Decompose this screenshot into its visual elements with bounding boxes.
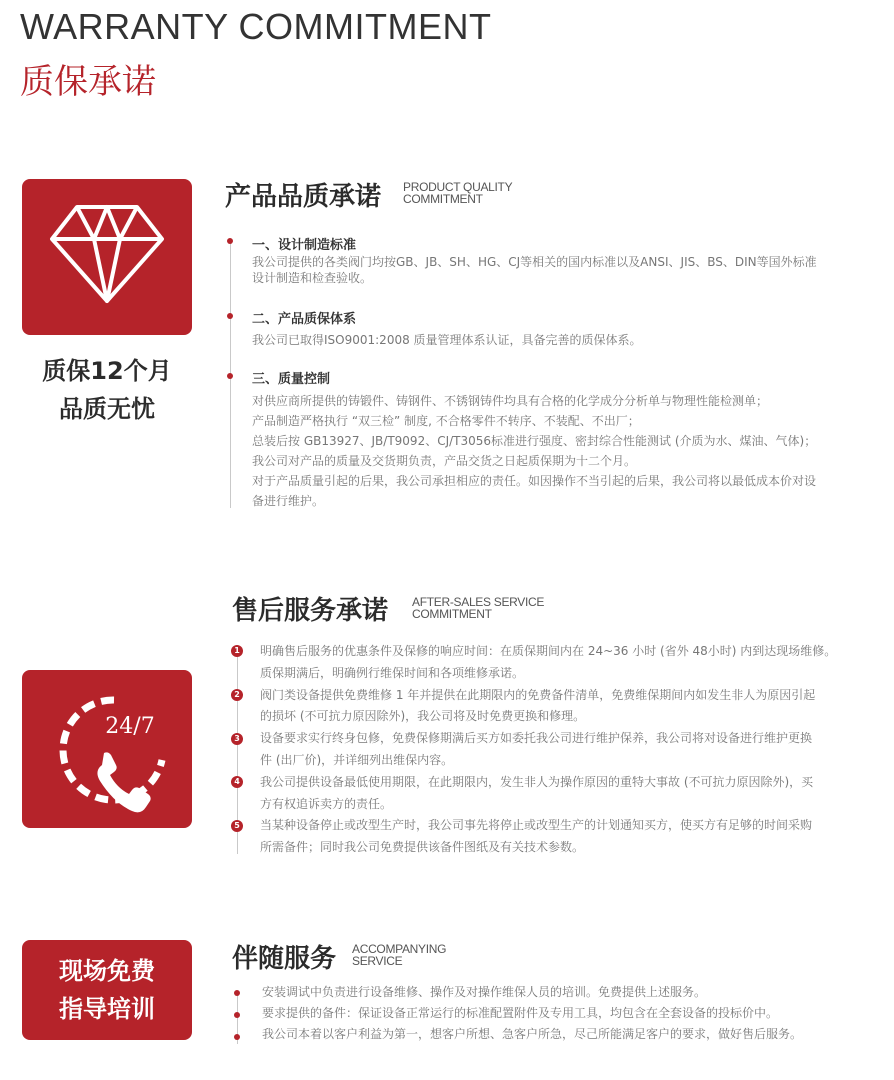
text-line: 设计制造和检查验收。 <box>252 271 373 285</box>
badge-line: 品质无忧 <box>59 395 155 423</box>
service-badge-box <box>22 670 192 828</box>
number-badge: 4 <box>231 776 243 788</box>
text-line: 的损坏 (不可抗力原因除外)，我公司将及时免费更换和修理。 <box>260 709 586 724</box>
section-title-accompany-en <box>352 943 446 967</box>
section-title-after-sales: 售后服务承诺 <box>232 596 389 626</box>
number-badge: 3 <box>231 733 243 745</box>
quality-badge-box <box>22 179 192 335</box>
badge-line: 指导培训 <box>59 995 155 1023</box>
title-en-line: PRODUCT QUALITY <box>403 180 513 194</box>
bullet-dot <box>227 313 233 319</box>
text-line: 所需备件；同时我公司免费提供该备件图纸及有关技术参数。 <box>260 840 585 855</box>
number-badge: 1 <box>231 645 243 657</box>
title-en-line: AFTER-SALES SERVICE <box>412 595 545 609</box>
page-title-en: WARRANTY COMMITMENT <box>20 6 492 47</box>
text-line: 要求提供的备件：保证设备正常运行的标准配置附件及专用工具，均包含在全套设备的投标价中。 <box>262 1006 779 1020</box>
title-en-line: COMMITMENT <box>412 607 492 621</box>
diamond-icon <box>22 179 192 335</box>
text-line: 件 (出厂价)，并详细列出维保内容。 <box>260 752 454 767</box>
quality-badge-caption <box>22 352 192 428</box>
accompany-badge-box <box>22 940 192 1040</box>
quality-item-heading: 三、质量控制 <box>252 372 331 387</box>
text-line: 我公司已取得ISO9001:2008 质量管理体系认证，具备完善的质保体系。 <box>252 333 642 347</box>
title-en-line: SERVICE <box>352 954 403 968</box>
section-title-accompany: 伴随服务 <box>232 944 337 974</box>
text-line: 质保期满后，明确例行维保时间和各项维修承诺。 <box>260 665 525 680</box>
text-line: 阀门类设备提供免费维修 1 年并提供在此期限内的免费备件清单，免费维保期间内如发生非人为原因引起 <box>260 687 816 702</box>
text-line: 我公司提供的各类阀门均按GB、JB、SH、HG、CJ等相关的国内标准以及ANSI、JIS、BS、DIN等国外标准 <box>252 255 817 269</box>
bullet-dot <box>227 238 233 244</box>
text-line: 设备要求实行终身包修，免费保修期满后买方如委托我公司进行维护保养，我公司将对设备进行维护更换 <box>260 731 813 746</box>
bullet-dot <box>227 373 233 379</box>
title-en-line: COMMITMENT <box>403 192 483 206</box>
number-badge: 5 <box>231 820 243 832</box>
text-line: 备进行维护。 <box>252 494 325 508</box>
section-title-quality: 产品品质承诺 <box>225 182 382 212</box>
page-title-cn: 质保承诺 <box>20 62 156 102</box>
phone-24-7-icon <box>22 670 192 828</box>
quality-item-heading: 一、设计制造标准 <box>252 238 357 253</box>
accompany-list <box>262 982 802 1045</box>
text-line: 安装调试中负责进行设备维修、操作及对操作维保人员的培训。免费提供上述服务。 <box>262 985 707 999</box>
section-title-quality-en <box>403 181 512 205</box>
text-line: 我公司对产品的质量及交货期负责，产品交货之日起质保期为十二个月。 <box>252 454 637 468</box>
text-line: 对于产品质量引起的后果，我公司承担相应的责任。如因操作不当引起的后果，我公司将以最低成本价对设 <box>252 474 817 488</box>
quality-item-body <box>252 391 816 511</box>
accompany-badge-caption <box>22 952 192 1028</box>
badge-line: 现场免费 <box>59 957 155 985</box>
icon-text-24-7: 24/7 <box>105 714 155 739</box>
text-line: 对供应商所提供的铸锻件、铸钢件、不锈钢铸件均具有合格的化学成分分析单与物理性能检测单； <box>252 394 769 408</box>
text-line: 我公司本着以客户利益为第一，想客户所想、急客户所急，尽己所能满足客户的要求，做好售后服务。 <box>262 1027 803 1041</box>
badge-line: 质保12个月 <box>42 357 172 385</box>
number-badge: 2 <box>231 689 243 701</box>
text-line: 当某种设备停止或改型生产时，我公司事先将停止或改型生产的计划通知买方，使买方有足够的时间采购 <box>260 818 813 833</box>
after-sales-list <box>260 641 836 859</box>
quality-item-body <box>252 330 642 350</box>
text-line: 明确售后服务的优惠条件及保修的响应时间：在质保期间内在 24~36 小时 (省外 48小时) 内到达现场维修。 <box>260 644 837 658</box>
quality-item-body <box>252 254 817 286</box>
bullet-dot <box>234 1034 240 1040</box>
phone-icon <box>97 752 150 812</box>
text-line: 方有权追诉卖方的责任。 <box>260 796 393 811</box>
text-line: 总装后按 GB13927、JB/T9092、CJ/T3056标准进行强度、密封综合性能测试 (介质为水、煤油、气体)； <box>252 434 817 448</box>
title-en-line: ACCOMPANYING <box>352 942 447 956</box>
bullet-dot <box>234 1012 240 1018</box>
bullet-dot <box>234 990 240 996</box>
text-line: 我公司提供设备最低使用期限，在此期限内，发生非人为操作原因的重特大事故 (不可抗力原因除外)，买 <box>260 774 814 789</box>
text-line: 产品制造严格执行 “双三检” 制度, 不合格零件不转序、不装配、不出厂； <box>252 414 640 428</box>
section-title-after-sales-en <box>412 596 544 620</box>
quality-item-heading: 二、产品质保体系 <box>252 312 357 327</box>
